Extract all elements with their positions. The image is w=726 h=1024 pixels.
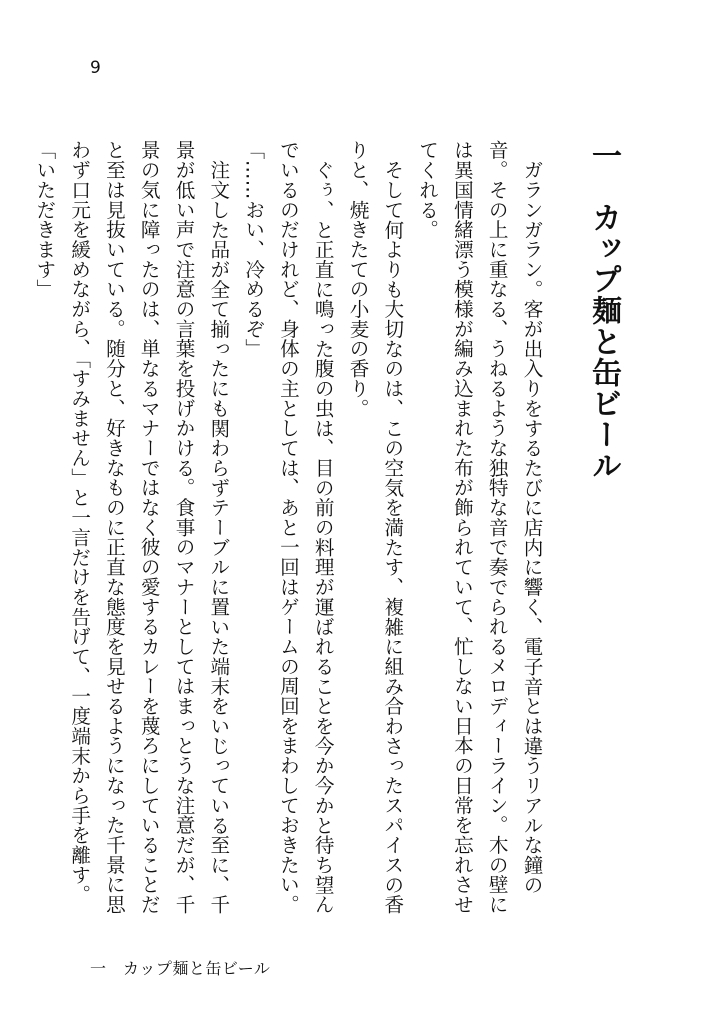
paragraph: 注文した品が全て揃ったにも関わらずテーブルに置いた端末をいじっている至に、千景が低い声で注意の言葉を投げかける。食事のマナーとしてはまっとうな注意だが、千景の気に障ったのは、単なるマナーではなく彼の愛するカレーを蔑ろにしていることだと至は見抜いている。随分と、好きなものに正直な態度を見せるようになった千景に思わず口元を緩めながら、「すみません」と一言だけを告げて、一度端末から手を離す。 xyxy=(67,140,230,915)
body-text xyxy=(32,140,548,930)
chapter-title: 一 カップ麺と缶ビール xyxy=(586,140,621,481)
running-footer: 一 カップ麺と缶ビール xyxy=(90,959,271,978)
paragraph: ぐぅ、と正直に鳴った腹の虫は、目の前の料理が運ばれることを今か今かと待ち望んでいるのだけれど、身体の主としては、あと一回はゲームの周回をまわしておきたい。 xyxy=(276,140,335,915)
dialogue-line: 「……おい、冷めるぞ」 xyxy=(241,140,265,359)
paragraph: そして何よりも大切なのは、この空気を満たす、複雑に組み合わさったスパイスの香りと、焼きたての小麦の香り。 xyxy=(346,140,404,914)
paragraph: ガランガラン。客が出入りをするたびに店内に響く、電子音とは違うリアルな鐘の音。その上に重なる、うねるような独特な音で奏でられるメロディーライン。木の壁には異国情緒漂う模様が編み込まれた布が飾られていて、忙しない日本の日常を忘れさせてくれる。 xyxy=(415,140,543,915)
dialogue-line: 「いただきます」 xyxy=(32,140,56,299)
page-number: 9 xyxy=(90,58,101,78)
